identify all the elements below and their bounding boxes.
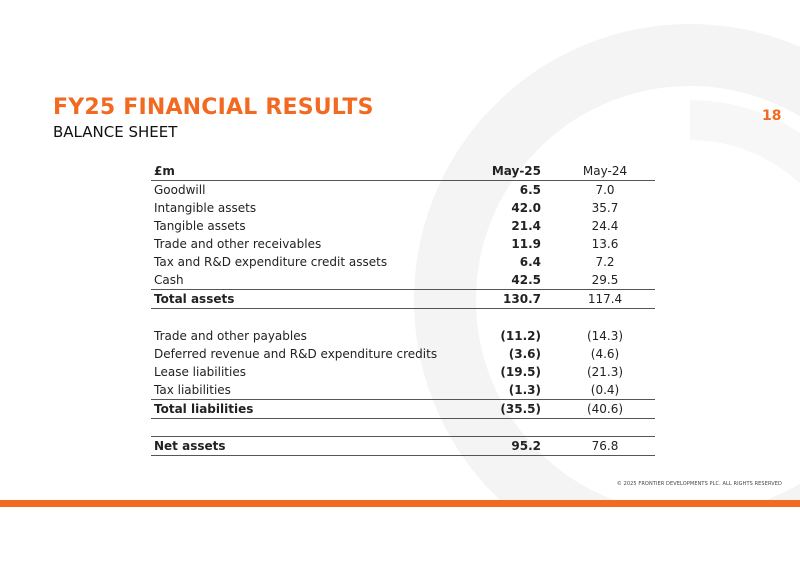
bottom-accent-bar <box>0 500 800 507</box>
table-row <box>151 327 655 345</box>
row-value-may24: 13.6 <box>591 237 619 251</box>
spacer-row <box>151 418 655 436</box>
page-number: 18 <box>762 108 782 124</box>
table-row <box>151 345 655 363</box>
row-value-may25: 95.2 <box>485 436 555 455</box>
row-value-may24: 7.2 <box>595 255 615 269</box>
table-row <box>151 181 655 200</box>
row-value-may24: 117.4 <box>555 290 655 309</box>
table-row <box>151 217 655 235</box>
page-title: FY25 FINANCIAL RESULTS <box>53 95 374 120</box>
row-value-may24: (21.3) <box>586 364 624 379</box>
row-label: Trade and other payables <box>154 328 307 343</box>
row-value-may25: (35.5) <box>485 399 555 418</box>
row-value-may25: (11.2) <box>500 328 541 343</box>
table-row <box>151 235 655 253</box>
row-value-may25: 42.0 <box>511 201 541 215</box>
row-label: Tax and R&D expenditure credit assets <box>154 255 388 269</box>
row-value-may25: 6.5 <box>519 183 541 197</box>
row-label: Deferred revenue and R&D expenditure credits <box>154 346 438 361</box>
table-row <box>151 199 655 217</box>
row-value-may25: 6.4 <box>519 255 541 269</box>
table-header-row <box>151 162 655 181</box>
row-value-may25: 11.9 <box>511 237 541 251</box>
row-label: Total liabilities <box>151 399 485 418</box>
row-value-may25: 21.4 <box>511 219 541 233</box>
row-label: Tax liabilities <box>154 382 231 397</box>
spacer-row <box>151 309 655 327</box>
row-value-may24: (40.6) <box>555 399 655 418</box>
row-value-may24: (4.6) <box>590 346 620 361</box>
row-value-may24: (14.3) <box>586 328 624 343</box>
row-value-may24: 29.5 <box>591 273 619 287</box>
row-label: Cash <box>154 273 184 287</box>
table-row <box>151 271 655 290</box>
column-header-currency: £m <box>151 162 485 181</box>
row-value-may24: (0.4) <box>590 382 620 397</box>
page-subtitle: BALANCE SHEET <box>53 123 178 141</box>
row-label: Lease liabilities <box>154 364 246 379</box>
column-header-may25: May-25 <box>485 162 555 181</box>
row-value-may25: (19.5) <box>500 364 541 379</box>
row-label: Trade and other receivables <box>154 237 322 251</box>
row-value-may25: (3.6) <box>508 346 541 361</box>
balance-sheet-table <box>151 162 655 456</box>
row-value-may24: 35.7 <box>591 201 619 215</box>
table-row <box>151 363 655 381</box>
row-value-may24: 24.4 <box>591 219 619 233</box>
row-label: Goodwill <box>154 183 206 197</box>
table-row <box>151 253 655 271</box>
row-value-may24: 76.8 <box>555 436 655 455</box>
copyright-notice: © 2025 FRONTIER DEVELOPMENTS PLC. ALL RIGHTS RESERVED <box>616 481 782 487</box>
row-value-may25: (1.3) <box>508 382 541 397</box>
total-assets-row <box>151 290 655 309</box>
table-row <box>151 381 655 400</box>
row-label: Total assets <box>151 290 485 309</box>
row-value-may24: 7.0 <box>595 183 615 197</box>
total-liabilities-row <box>151 399 655 418</box>
column-header-may24: May-24 <box>555 162 655 181</box>
row-value-may25: 130.7 <box>485 290 555 309</box>
row-label: Tangible assets <box>154 219 246 233</box>
row-label: Net assets <box>151 436 485 455</box>
row-value-may25: 42.5 <box>511 273 541 287</box>
row-label: Intangible assets <box>154 201 257 215</box>
net-assets-row <box>151 436 655 455</box>
